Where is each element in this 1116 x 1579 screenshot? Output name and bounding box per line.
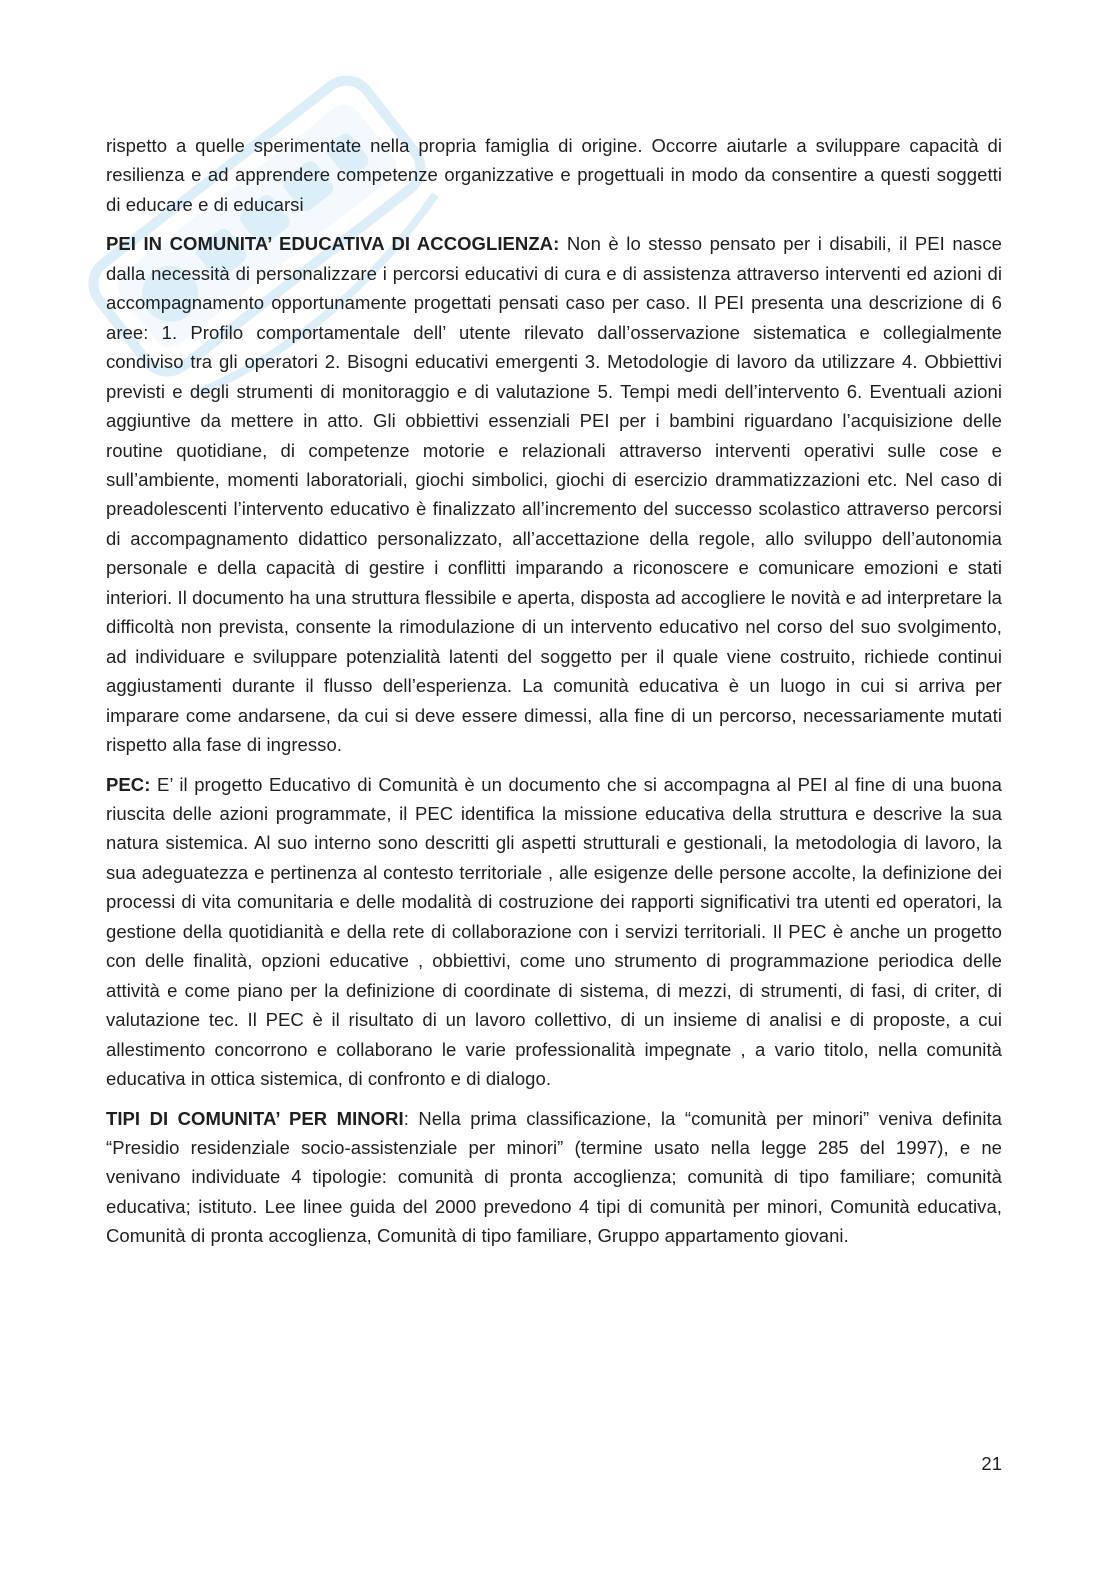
paragraph-heading: PEI IN COMUNITA’ EDUCATIVA DI ACCOGLIENZA: bbox=[106, 233, 560, 255]
paragraph-pec bbox=[106, 770, 1002, 1094]
paragraph-text: Non è lo stesso pensato per i disabili, il PEI nasce dalla necessità di personalizzare i percorsi educativi di cura e di assistenza attraverso interventi ed azioni di accompagnamento opportunamente progettati pensati caso per caso. Il PEI presenta una descrizione di 6 aree: 1. Profilo comportamentale dell’ utente rilevato dall’osservazione sistematica e collegialmente condiviso tra gli operatori 2. Bisogni educativi emergenti 3. Metodologie di lavoro da utilizzare 4. Obbiettivi previsti e degli strumenti di monitoraggio e di valutazione 5. Tempi medi dell’intervento 6. Eventuali azioni aggiuntive da mettere in atto. Gli obbiettivi essenziali PEI per i bambini riguardano l’acquisizione delle routine quotidiane, di competenze motorie e relazionali attraverso interventi operativi sulle cose e sull’ambiente, momenti laboratoriali, giochi simbolici, giochi di esercizio drammatizzazioni etc. Nel caso di preadolescenti l’intervento educativo è finalizzato all’incremento del successo scolastico attraverso percorsi di accompagnamento didattico personalizzato, all’accettazione della regole, allo sviluppo dell’autonomia personale e della capacità di gestire i conflitti imparando a riconoscere e comunicare emozioni e stati interiori. Il documento ha una struttura flessibile e aperta, disposta ad accogliere le novità e ad interpretare la difficoltà non prevista, consente la rimodulazione di un intervento educativo nel corso del suo svolgimento, ad individuare e sviluppare potenzialità latenti del soggetto per il quale viene costruito, richiede continui aggiustamenti durante il flusso dell’esperienza. La comunità educativa è un luogo in cui si arriva per imparare come andarsene, da cui si deve essere dimessi, alla fine di un percorso, necessariamente mutati rispetto alla fase di ingresso. bbox=[106, 233, 1002, 756]
paragraph-pei bbox=[106, 229, 1002, 759]
paragraph-tipi-comunita bbox=[106, 1104, 1002, 1251]
paragraph-text: rispetto a quelle sperimentate nella propria famiglia di origine. Occorre aiutarle a sviluppare capacità di resilienza e ad apprendere competenze organizzative e progettuali in modo da consentire a questi soggetti di educare e di educarsi bbox=[106, 135, 1002, 215]
page-number: 21 bbox=[981, 1453, 1002, 1474]
paragraph-heading: TIPI DI COMUNITA’ PER MINORI bbox=[106, 1107, 404, 1129]
paragraph-text: : Nella prima classificazione, la “comunità per minori” veniva definita “Presidio residenziale socio-assistenziale per minori” (termine usato nella legge 285 del 1997), e ne venivano individuate 4 tipologie: comunità di pronta accoglienza; comunità di tipo familiare; comunità educativa; istituto. Lee linee guida del 2000 prevedono 4 tipi di comunità per minori, Comunità educativa, Comunità di pronta accoglienza, Comunità di tipo familiare, Gruppo appartamento giovani. bbox=[106, 1107, 1003, 1247]
paragraph-intro bbox=[106, 131, 1002, 219]
page-body bbox=[106, 131, 1002, 1261]
paragraph-heading: PEC: bbox=[106, 773, 151, 795]
paragraph-text: E’ il progetto Educativo di Comunità è un documento che si accompagna al PEI al fine di una buona riuscita delle azioni programmate, il PEC identifica la missione educativa della struttura e descrive la sua natura sistemica. Al suo interno sono descritti gli aspetti strutturali e gestionali, la metodologia di lavoro, la sua adeguatezza e pertinenza al contesto territoriale , alle esigenze delle persone accolte, la definizione dei processi di vita comunitaria e delle modalità di costruzione dei rapporti significativi tra utenti ed operatori, la gestione della quotidianità e della rete di collaborazione con i servizi territoriali. Il PEC è anche un progetto con delle finalità, opzioni educative , obbiettivi, come uno strumento di programmazione periodica delle attività e come piano per la definizione di coordinate di sistema, di mezzi, di strumenti, di fasi, di criter, di valutazione tec. Il PEC è il risultato di un lavoro collettivo, di un insieme di analisi e di proposte, a cui allestimento concorrono e collaborano le varie professionalità impegnate , a vario titolo, nella comunità educativa in ottica sistemica, di confronto e di dialogo. bbox=[106, 773, 1002, 1090]
